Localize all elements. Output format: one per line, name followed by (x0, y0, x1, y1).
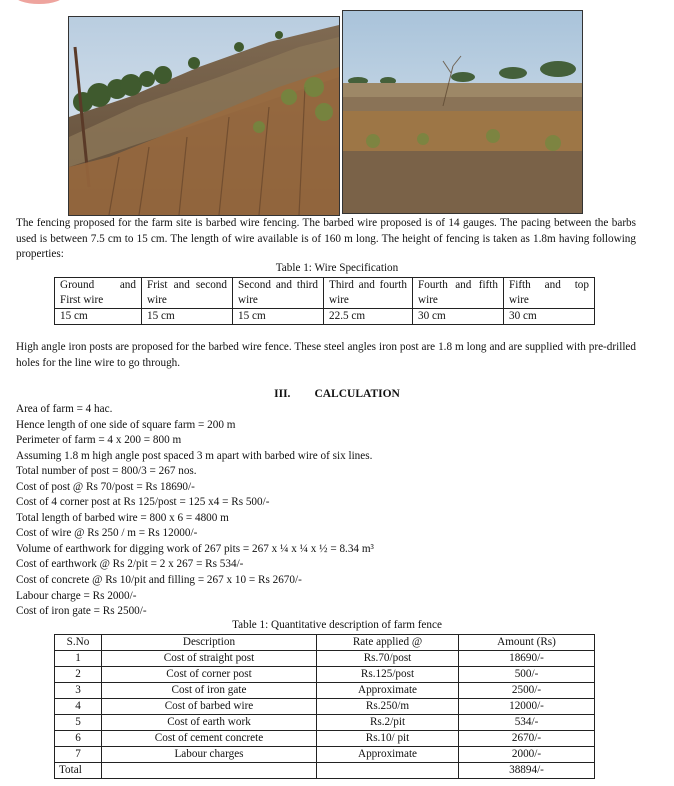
calculation-line: Cost of post @ Rs 70/post = Rs 18690/- (16, 480, 195, 493)
table-header-cell: Frist and second wire (142, 278, 233, 309)
calculation-list (16, 402, 374, 620)
section-title: CALCULATION (314, 388, 400, 400)
calculation-line: Cost of 4 corner post at Rs 125/post = 125 x4 = Rs 500/- (16, 496, 270, 509)
table-header-cell: Ground and First wire (55, 278, 142, 309)
table-row (55, 747, 595, 763)
calculation-line: Cost of concrete @ Rs 10/pit and filling = 267 x 10 = Rs 2670/- (16, 574, 302, 587)
table-row (55, 651, 595, 667)
table-cell: 3 (55, 683, 102, 699)
table-cell: 534/- (459, 715, 595, 731)
wire-specification-table (54, 277, 595, 325)
table-row (55, 715, 595, 731)
table-header-cell: Fourth and fifth wire (413, 278, 504, 309)
table-header-cell: S.No (55, 635, 102, 651)
table-total-row (55, 763, 595, 779)
table-cell: Rs.125/post (317, 667, 459, 683)
table-cell: 2 (55, 667, 102, 683)
table-cell: 2500/- (459, 683, 595, 699)
section-number: III. (274, 388, 291, 400)
table-cell: 15 cm (233, 309, 324, 325)
table1-caption: Table 1: Wire Specification (275, 262, 399, 274)
table-header-row (55, 635, 595, 651)
table-cell: Rs.70/post (317, 651, 459, 667)
table-cell: 15 cm (55, 309, 142, 325)
table-cell: Labour charges (102, 747, 317, 763)
calculation-line: Cost of iron gate = Rs 2500/- (16, 605, 147, 618)
table-cell-empty (317, 763, 459, 779)
cost-description-table (54, 634, 595, 779)
calculation-line: Labour charge = Rs 2000/- (16, 589, 137, 602)
table-cell: 12000/- (459, 699, 595, 715)
table-cell: Cost of straight post (102, 651, 317, 667)
calculation-line: Total length of barbed wire = 800 x 6 = 4800 m (16, 511, 229, 524)
table-header-cell: Description (102, 635, 317, 651)
table-cell: Cost of corner post (102, 667, 317, 683)
calculation-line: Perimeter of farm = 4 x 200 = 800 m (16, 434, 182, 447)
table-cell: 7 (55, 747, 102, 763)
table-row (55, 699, 595, 715)
table-cell: 6 (55, 731, 102, 747)
table-header-cell: Fifth and top wire (504, 278, 595, 309)
posts-paragraph: High angle iron posts are proposed for the barbed wire fence. These steel angles iron post are 1.8 m long and are supplied with pre-drilled holes for the line wire to go through. (16, 341, 636, 369)
total-label: Total (55, 763, 102, 779)
table-cell: 15 cm (142, 309, 233, 325)
farm-photo-right (342, 10, 583, 214)
table-cell: Approximate (317, 683, 459, 699)
table-row (55, 309, 595, 325)
calculation-line: Hence length of one side of square farm = 200 m (16, 418, 236, 431)
total-amount: 38894/- (459, 763, 595, 779)
table-cell: 2670/- (459, 731, 595, 747)
section-heading (0, 386, 674, 402)
table-cell: 4 (55, 699, 102, 715)
calculation-line: Cost of earthwork @ Rs 2/pit = 2 x 267 = Rs 534/- (16, 558, 244, 571)
corner-mark (14, 0, 64, 4)
table-cell-empty (102, 763, 317, 779)
table-cell: Cost of barbed wire (102, 699, 317, 715)
table-cell: Rs.10/ pit (317, 731, 459, 747)
table-cell: Rs.2/pit (317, 715, 459, 731)
table-cell: 18690/- (459, 651, 595, 667)
table-cell: 2000/- (459, 747, 595, 763)
table-cell: Cost of earth work (102, 715, 317, 731)
table-cell: 30 cm (413, 309, 504, 325)
table-cell: Cost of iron gate (102, 683, 317, 699)
table-row (55, 683, 595, 699)
table-cell: 5 (55, 715, 102, 731)
table-cell: 22.5 cm (324, 309, 413, 325)
table-cell: 500/- (459, 667, 595, 683)
table2-caption: Table 1: Quantitative description of farm fence (232, 619, 442, 631)
table-cell: Approximate (317, 747, 459, 763)
table-header-cell: Amount (Rs) (459, 635, 595, 651)
table-header-cell: Third and fourth wire (324, 278, 413, 309)
table-cell: Cost of cement concrete (102, 731, 317, 747)
table-header-cell: Rate applied @ (317, 635, 459, 651)
intro-paragraph: The fencing proposed for the farm site is barbed wire fencing. The barbed wire proposed is of 14 gauges. The pacing between the barbs used is between 7.5 cm to 15 cm. The length of wire available is of 160 m long. The height of fencing is taken as 1.8m having following properties: (16, 217, 636, 261)
photo-strip (68, 14, 583, 214)
farm-photo-left (68, 16, 340, 216)
calculation-line: Cost of wire @ Rs 250 / m = Rs 12000/- (16, 527, 198, 540)
table-cell: Rs.250/m (317, 699, 459, 715)
calculation-line: Area of farm = 4 hac. (16, 403, 113, 415)
calculation-line: Total number of post = 800/3 = 267 nos. (16, 465, 197, 478)
table-cell: 1 (55, 651, 102, 667)
table-row (55, 278, 595, 309)
table-row (55, 731, 595, 747)
table-header-cell: Second and third wire (233, 278, 324, 309)
table-row (55, 667, 595, 683)
table-cell: 30 cm (504, 309, 595, 325)
calculation-line: Assuming 1.8 m high angle post spaced 3 m apart with barbed wire of six lines. (16, 449, 373, 462)
calculation-line: Volume of earthwork for digging work of 267 pits = 267 x ¼ x ¼ x ½ = 8.34 m³ (16, 542, 374, 555)
